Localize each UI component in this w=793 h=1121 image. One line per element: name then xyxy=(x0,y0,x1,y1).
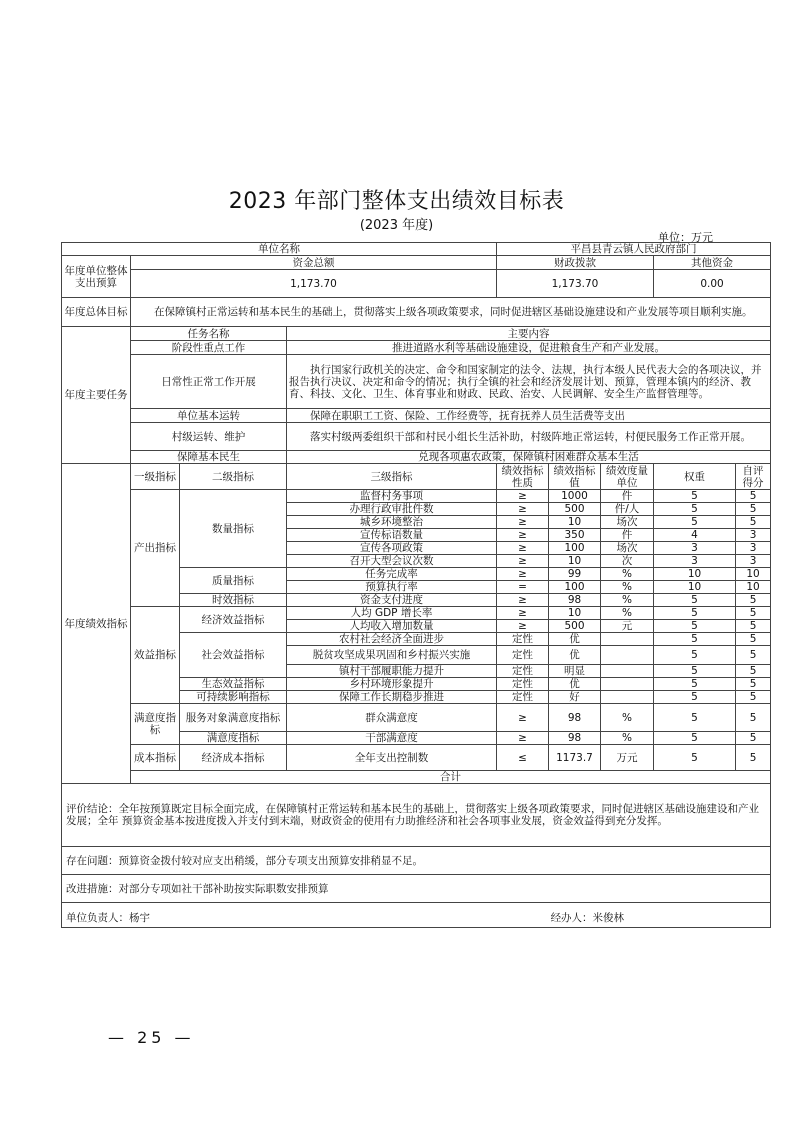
indicator-nature: = xyxy=(497,581,549,594)
indicator-value: 350 xyxy=(549,529,601,542)
indicator-nature: ≥ xyxy=(497,503,549,516)
indicator-name: 城乡环境整治 xyxy=(287,516,497,529)
task-content: 推进道路水利等基础设施建设，促进粮食生产和产业发展。 xyxy=(287,341,771,355)
indicator-unit: 件 xyxy=(601,529,654,542)
indicator-value: 10 xyxy=(549,555,601,568)
indicator-weight: 5 xyxy=(654,732,736,745)
evaluation-conclusion: 评价结论：全年按预算既定目标全面完成，在保障镇村正常运转和基本民生的基础上，贯彻落实上级各项政策要求，同时促进辖区基础设施建设和产业发展；全年 预算资金基本按进度拨入并支付到末端，财政资金的使用有力助推经济和社会各项事业发展，资金效益得到充分发挥。 xyxy=(62,784,771,847)
indicator-value: 98 xyxy=(549,594,601,607)
task-content: 保障在职职工工资、保险、工作经费等，抚育抚养人员生活费等支出 xyxy=(287,409,771,423)
indicator-score: 5 xyxy=(736,594,771,607)
level2-satisfaction: 满意度指标 xyxy=(180,732,287,745)
indicator-nature: 定性 xyxy=(497,665,549,678)
level1-output: 产出指标 xyxy=(131,490,180,607)
table-row xyxy=(62,745,771,771)
level2-social: 社会效益指标 xyxy=(180,633,287,678)
level2-quantity: 数量指标 xyxy=(180,490,287,568)
budget-value-other: 0.00 xyxy=(654,270,771,298)
indicator-score: 5 xyxy=(736,646,771,665)
indicator-nature: ≥ xyxy=(497,542,549,555)
indicator-name: 监督村务事项 xyxy=(287,490,497,503)
indicator-weight: 5 xyxy=(654,646,736,665)
indicator-name: 资金支付进度 xyxy=(287,594,497,607)
indicator-value: 好 xyxy=(549,691,601,704)
total-label: 合计 xyxy=(131,771,771,784)
existing-problems: 存在问题：预算资金拨付较对应支出稍缓，部分专项支出预算安排稍显不足。 xyxy=(62,847,771,875)
header-weight: 权重 xyxy=(654,464,736,490)
indicator-unit: 万元 xyxy=(601,745,654,771)
header-value: 绩效指标值 xyxy=(549,464,601,490)
indicator-value: 500 xyxy=(549,620,601,633)
indicator-nature: ≥ xyxy=(497,620,549,633)
indicators-label: 年度绩效指标 xyxy=(62,464,131,784)
indicator-value: 99 xyxy=(549,568,601,581)
budget-header-other: 其他资金 xyxy=(654,256,771,270)
header-level1: 一级指标 xyxy=(131,464,180,490)
indicator-score: 5 xyxy=(736,678,771,691)
header-unit: 绩效度量单位 xyxy=(601,464,654,490)
indicator-nature: ≥ xyxy=(497,555,549,568)
indicator-name: 宣传各项政策 xyxy=(287,542,497,555)
indicator-value: 优 xyxy=(549,633,601,646)
indicator-weight: 5 xyxy=(654,620,736,633)
indicator-score: 5 xyxy=(736,503,771,516)
indicator-score: 5 xyxy=(736,516,771,529)
task-content: 兑现各项惠农政策，保障镇村困难群众基本生活 xyxy=(287,451,771,464)
budget-value-total: 1,173.70 xyxy=(131,270,497,298)
indicator-nature: ≥ xyxy=(497,529,549,542)
indicator-nature: ≥ xyxy=(497,516,549,529)
header-score: 自评得分 xyxy=(736,464,771,490)
indicator-nature: ≥ xyxy=(497,594,549,607)
indicator-score: 10 xyxy=(736,568,771,581)
indicator-weight: 5 xyxy=(654,745,736,771)
header-level3: 三级指标 xyxy=(287,464,497,490)
task-name: 保障基本民生 xyxy=(131,451,287,464)
indicator-score: 5 xyxy=(736,691,771,704)
indicator-weight: 5 xyxy=(654,607,736,620)
indicator-unit: % xyxy=(601,594,654,607)
indicator-weight: 5 xyxy=(654,594,736,607)
indicator-weight: 5 xyxy=(654,516,736,529)
tasks-label: 年度主要任务 xyxy=(62,327,131,464)
indicator-value: 98 xyxy=(549,732,601,745)
indicator-name: 人均收入增加数量 xyxy=(287,620,497,633)
indicator-weight: 5 xyxy=(654,691,736,704)
indicator-name: 人均 GDP 增长率 xyxy=(287,607,497,620)
handler: 经办人：米俊林 xyxy=(550,912,625,924)
indicator-score: 3 xyxy=(736,555,771,568)
indicator-weight: 10 xyxy=(654,568,736,581)
indicator-name: 办理行政审批件数 xyxy=(287,503,497,516)
indicator-unit: % xyxy=(601,704,654,732)
budget-label: 年度单位整体支出预算 xyxy=(62,256,131,298)
task-name: 村级运转、维护 xyxy=(131,423,287,451)
budget-header-total: 资金总额 xyxy=(131,256,497,270)
indicator-unit xyxy=(601,691,654,704)
task-name: 阶段性重点工作 xyxy=(131,341,287,355)
indicator-name: 干部满意度 xyxy=(287,732,497,745)
indicator-unit: % xyxy=(601,732,654,745)
indicator-value: 500 xyxy=(549,503,601,516)
level2-timeliness: 时效指标 xyxy=(180,594,287,607)
indicator-nature: ≥ xyxy=(497,704,549,732)
indicator-nature: ≥ xyxy=(497,568,549,581)
page-title: 2023 年部门整体支出绩效目标表 xyxy=(228,189,565,214)
indicator-weight: 3 xyxy=(654,555,736,568)
indicator-weight: 10 xyxy=(654,581,736,594)
level2-ecological: 生态效益指标 xyxy=(180,678,287,691)
indicator-name: 群众满意度 xyxy=(287,704,497,732)
indicator-score: 3 xyxy=(736,529,771,542)
indicator-score: 5 xyxy=(736,633,771,646)
goal-text: 在保障镇村正常运转和基本民生的基础上，贯彻落实上级各项政策要求，同时促进辖区基础设施建设和产业发展等项目顺利实施。 xyxy=(131,298,771,327)
indicator-score: 5 xyxy=(736,745,771,771)
indicator-nature: ≥ xyxy=(497,490,549,503)
indicator-weight: 5 xyxy=(654,678,736,691)
indicator-name: 镇村干部履职能力提升 xyxy=(287,665,497,678)
indicator-nature: ≥ xyxy=(497,607,549,620)
indicator-unit xyxy=(601,678,654,691)
indicator-weight: 5 xyxy=(654,490,736,503)
unit-responsible: 单位负责人：杨宇 xyxy=(66,912,150,924)
indicator-nature: 定性 xyxy=(497,646,549,665)
tasks-header-content: 主要内容 xyxy=(287,327,771,341)
level2-service-satisfaction: 服务对象满意度指标 xyxy=(180,704,287,732)
indicator-name: 脱贫攻坚成果巩固和乡村振兴实施 xyxy=(287,646,497,665)
header-nature: 绩效指标性质 xyxy=(497,464,549,490)
indicator-unit: % xyxy=(601,568,654,581)
indicator-unit: 元 xyxy=(601,620,654,633)
task-name: 日常性正常工作开展 xyxy=(131,355,287,409)
indicator-score: 5 xyxy=(736,490,771,503)
performance-table xyxy=(61,242,771,928)
indicator-name: 召开大型会议次数 xyxy=(287,555,497,568)
level1-cost: 成本指标 xyxy=(131,745,180,771)
indicator-nature: ≤ xyxy=(497,745,549,771)
indicator-value: 优 xyxy=(549,678,601,691)
indicator-weight: 5 xyxy=(654,704,736,732)
indicator-weight: 5 xyxy=(654,665,736,678)
task-name: 单位基本运转 xyxy=(131,409,287,423)
indicator-unit xyxy=(601,665,654,678)
indicator-nature: ≥ xyxy=(497,732,549,745)
indicator-unit: 件/人 xyxy=(601,503,654,516)
table-row xyxy=(62,704,771,732)
indicator-value: 100 xyxy=(549,581,601,594)
task-content: 落实村级两委组织干部和村民小组长生活补助，村级阵地正常运转，村便民服务工作正常开展。 xyxy=(287,423,771,451)
indicator-unit: % xyxy=(601,581,654,594)
level2-economic-cost: 经济成本指标 xyxy=(180,745,287,771)
indicator-nature: 定性 xyxy=(497,633,549,646)
level2-quality: 质量指标 xyxy=(180,568,287,594)
unit-name-label: 单位名称 xyxy=(62,243,497,256)
goal-label: 年度总体目标 xyxy=(62,298,131,327)
indicator-score: 10 xyxy=(736,581,771,594)
page-subtitle: (2023 年度) xyxy=(359,218,434,233)
indicator-value: 10 xyxy=(549,607,601,620)
indicator-score: 5 xyxy=(736,620,771,633)
unit-name-value: 平昌县青云镇人民政府部门 xyxy=(497,243,771,256)
indicator-unit xyxy=(601,646,654,665)
indicator-name: 农村社会经济全面进步 xyxy=(287,633,497,646)
indicator-weight: 4 xyxy=(654,529,736,542)
indicator-weight: 5 xyxy=(654,633,736,646)
indicator-name: 预算执行率 xyxy=(287,581,497,594)
indicator-name: 任务完成率 xyxy=(287,568,497,581)
indicator-value: 98 xyxy=(549,704,601,732)
indicator-name: 全年支出控制数 xyxy=(287,745,497,771)
level2-economic: 经济效益指标 xyxy=(180,607,287,633)
indicator-score: 5 xyxy=(736,732,771,745)
indicator-name: 乡村环境形象提升 xyxy=(287,678,497,691)
indicator-score: 3 xyxy=(736,542,771,555)
indicator-value: 1173.7 xyxy=(549,745,601,771)
indicator-score: 5 xyxy=(736,665,771,678)
task-content: 执行国家行政机关的决定、命令和国家制定的法令、法规，执行本级人民代表大会的各项决议，并报告执行决议、决定和命令的情况；执行全镇的社会和经济发展计划、预算，管理本镇内的经济、教育、科技、文化、卫生、体育事业和财政、民政、治安、人民调解、安全生产监督管理等。 xyxy=(287,355,771,409)
indicator-value: 明显 xyxy=(549,665,601,678)
level2-sustainable: 可持续影响指标 xyxy=(180,691,287,704)
signature-row xyxy=(62,903,771,928)
table-row xyxy=(62,490,771,503)
indicator-value: 优 xyxy=(549,646,601,665)
header-level2: 二级指标 xyxy=(180,464,287,490)
indicator-value: 1000 xyxy=(549,490,601,503)
budget-value-fiscal: 1,173.70 xyxy=(497,270,654,298)
table-row xyxy=(62,607,771,620)
level1-benefit: 效益指标 xyxy=(131,607,180,704)
indicator-unit: % xyxy=(601,607,654,620)
indicator-unit: 场次 xyxy=(601,516,654,529)
indicator-weight: 5 xyxy=(654,503,736,516)
budget-header-fiscal: 财政拨款 xyxy=(497,256,654,270)
indicator-nature: 定性 xyxy=(497,691,549,704)
indicator-unit: 件 xyxy=(601,490,654,503)
level1-satisfaction: 满意度指标 xyxy=(131,704,180,745)
indicator-score: 5 xyxy=(736,704,771,732)
indicator-value: 10 xyxy=(549,516,601,529)
indicator-value: 100 xyxy=(549,542,601,555)
page-number: — 25 — xyxy=(108,1028,195,1047)
indicator-unit: 场次 xyxy=(601,542,654,555)
indicator-name: 宣传标语数量 xyxy=(287,529,497,542)
indicator-unit: 次 xyxy=(601,555,654,568)
indicator-nature: 定性 xyxy=(497,678,549,691)
improvement-measures: 改进措施：对部分专项如社干部补助按实际职数安排预算 xyxy=(62,875,771,903)
unit-label: 单位：万元 xyxy=(658,231,713,244)
indicator-unit xyxy=(601,633,654,646)
indicator-weight: 3 xyxy=(654,542,736,555)
tasks-header-name: 任务名称 xyxy=(131,327,287,341)
indicator-score: 5 xyxy=(736,607,771,620)
indicator-name: 保障工作长期稳步推进 xyxy=(287,691,497,704)
